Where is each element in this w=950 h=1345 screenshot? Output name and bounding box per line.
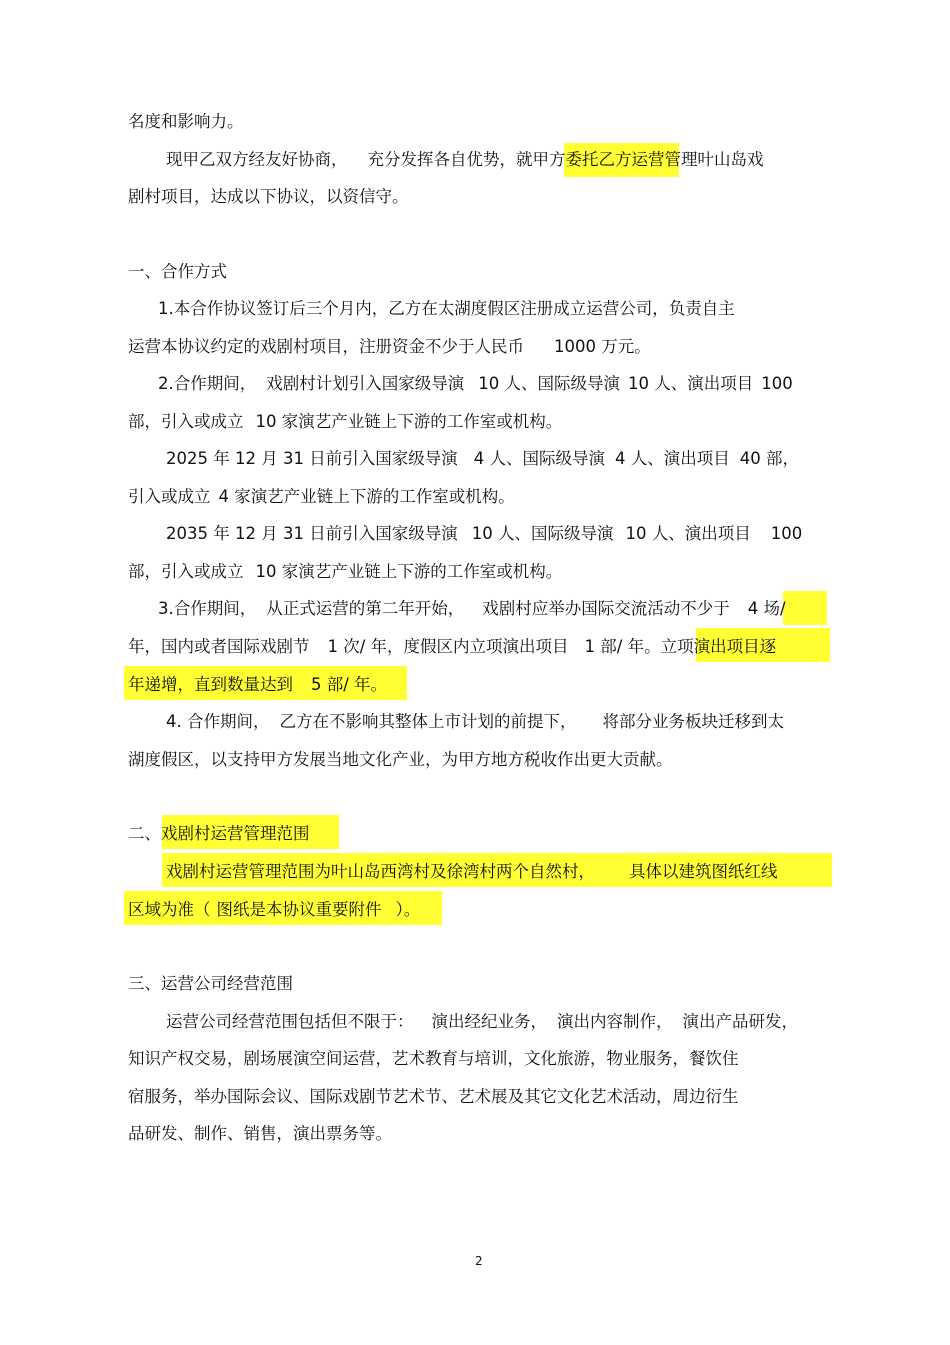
- text-span: 100: [770, 524, 803, 543]
- text-line: [128, 410, 562, 434]
- text-span: 营管理叶山岛戏: [648, 150, 764, 169]
- text-span: 演出产品研发，: [682, 1012, 798, 1031]
- text-span: 运营公司经营范围包括但不限于：: [166, 1012, 414, 1031]
- text-span: 现甲乙双方经友好协商，: [166, 150, 348, 169]
- text-span: 1 次/ 年，度假区内立项演出项目: [327, 637, 569, 656]
- text-span: 10 家演艺产业链上下游的工作室或机构。: [255, 412, 563, 431]
- text-span: 100: [761, 374, 793, 393]
- text-span: 部，引入或成立: [128, 412, 244, 431]
- highlighted-text: 5 部/ 年。: [311, 675, 388, 694]
- text-span: 1000 万元。: [554, 337, 651, 356]
- text-span: 戏剧村应举办国际交流活动不少于: [482, 599, 730, 618]
- text-span: 40 部，: [739, 449, 799, 468]
- text-span: 2025 年 12 月 31 日前引入国家级导演: [166, 449, 458, 468]
- section-heading: [128, 972, 293, 996]
- text-span: 演出内容制作，: [557, 1012, 673, 1031]
- text-line: [158, 597, 786, 621]
- text-span: 4 人、国际级导演: [473, 449, 605, 468]
- text-span: 演出经纪业务，: [431, 1012, 547, 1031]
- text-span: 品研发、制作、销售，演出票务等。: [128, 1124, 392, 1143]
- text-line: [128, 110, 244, 134]
- text-line: [158, 297, 735, 321]
- highlighted-text: 4 场: [747, 599, 780, 618]
- text-span: 名度和影响力。: [128, 112, 244, 131]
- text-span: 10 人、演出项目: [628, 374, 754, 393]
- text-line: [128, 673, 387, 697]
- text-line: [166, 1010, 798, 1034]
- text-span: 10 人、国际级导演: [471, 524, 614, 543]
- highlighted-text: 年递增，直到数量达到: [128, 675, 293, 694]
- heading-text: 三、运营公司经营范围: [128, 974, 293, 993]
- heading-text: 二、: [128, 824, 161, 843]
- text-line: [166, 860, 778, 884]
- page-number: 2: [475, 1254, 483, 1268]
- text-span: 乙方在不影响其整体上市计划的前提下，: [279, 712, 577, 731]
- highlighted-text: ）。: [395, 900, 421, 919]
- text-span: 4 家演艺产业链上下游的工作室或机构。: [218, 487, 515, 506]
- text-line: [128, 748, 673, 772]
- highlighted-text: 方委托乙方运: [549, 150, 648, 169]
- text-span: 年，国内或者国际戏剧节: [128, 637, 310, 656]
- text-span: 10 家演艺产业链上下游的工作室或机构。: [255, 562, 563, 581]
- section-heading: [128, 260, 227, 284]
- text-line: [166, 148, 764, 172]
- highlight-marker: [783, 591, 827, 625]
- highlighted-text: 图纸是本协议重要附件: [216, 900, 382, 919]
- text-span: 剧村项目，达成以下协议，以资信守。: [128, 187, 409, 206]
- highlighted-text: 戏剧村运营管理范围为叶山岛西湾村及徐湾村两个自然村，: [166, 862, 595, 881]
- text-span: 2.合作期间，: [158, 374, 257, 393]
- text-line: [128, 1047, 739, 1071]
- text-line: [128, 185, 409, 209]
- highlighted-text: 区域为准（: [128, 900, 211, 919]
- text-line: [166, 522, 802, 546]
- text-span: 知识产权交易，剧场展演空间运营，艺术教育与培训，文化旅游，物业服务，餐饮住: [128, 1049, 739, 1068]
- text-line: [166, 447, 799, 471]
- text-line: [128, 1085, 739, 1109]
- text-span: 将部分业务板块迁移到太: [602, 712, 784, 731]
- highlighted-text: 立项演出项目逐: [660, 637, 777, 656]
- text-line: [128, 635, 776, 659]
- text-span: /: [780, 599, 786, 618]
- highlighted-heading-text: 戏剧村运营管理范围: [161, 824, 310, 843]
- text-line: [128, 485, 515, 509]
- text-span: 从正式运营的第二年开始，: [266, 599, 465, 618]
- text-span: 10 人、国际级导演: [478, 374, 620, 393]
- highlighted-text: 具体以建筑图纸红线: [629, 862, 778, 881]
- text-line: [128, 335, 651, 359]
- text-span: 4 人、演出项目: [614, 449, 730, 468]
- text-line: [128, 560, 562, 584]
- text-line: [158, 372, 793, 396]
- text-span: 3.合作期间，: [158, 599, 257, 618]
- text-span: 1 部/ 年。: [584, 637, 661, 656]
- text-span: 运营本协议约定的戏剧村项目，注册资金不少于人民币: [128, 337, 524, 356]
- text-span: 部，引入或成立: [128, 562, 244, 581]
- text-span: 引入或成立: [128, 487, 211, 506]
- text-span: 湖度假区，以支持甲方发展当地文化产业，为甲方地方税收作出更大贡献。: [128, 750, 673, 769]
- text-line: [128, 1122, 392, 1146]
- text-span: 宿服务，举办国际会议、国际戏剧节艺术节、艺术展及其它文化艺术活动，周边衍生: [128, 1087, 739, 1106]
- section-heading: [128, 822, 310, 846]
- text-span: 1.本合作协议签订后三个月内，乙方在太湖度假区注册成立运营公司，负责自主: [158, 299, 735, 318]
- heading-text: 一、合作方式: [128, 262, 227, 281]
- text-span: 充分发挥各自优势，就甲: [367, 150, 549, 169]
- text-line: [128, 898, 420, 922]
- text-span: 10 人、演出项目: [625, 524, 751, 543]
- text-line: [166, 710, 784, 734]
- text-span: 4. 合作期间，: [166, 712, 270, 731]
- text-span: 戏剧村计划引入国家级导演: [266, 374, 465, 393]
- text-span: 2035 年 12 月 31 日前引入国家级导演: [166, 524, 458, 543]
